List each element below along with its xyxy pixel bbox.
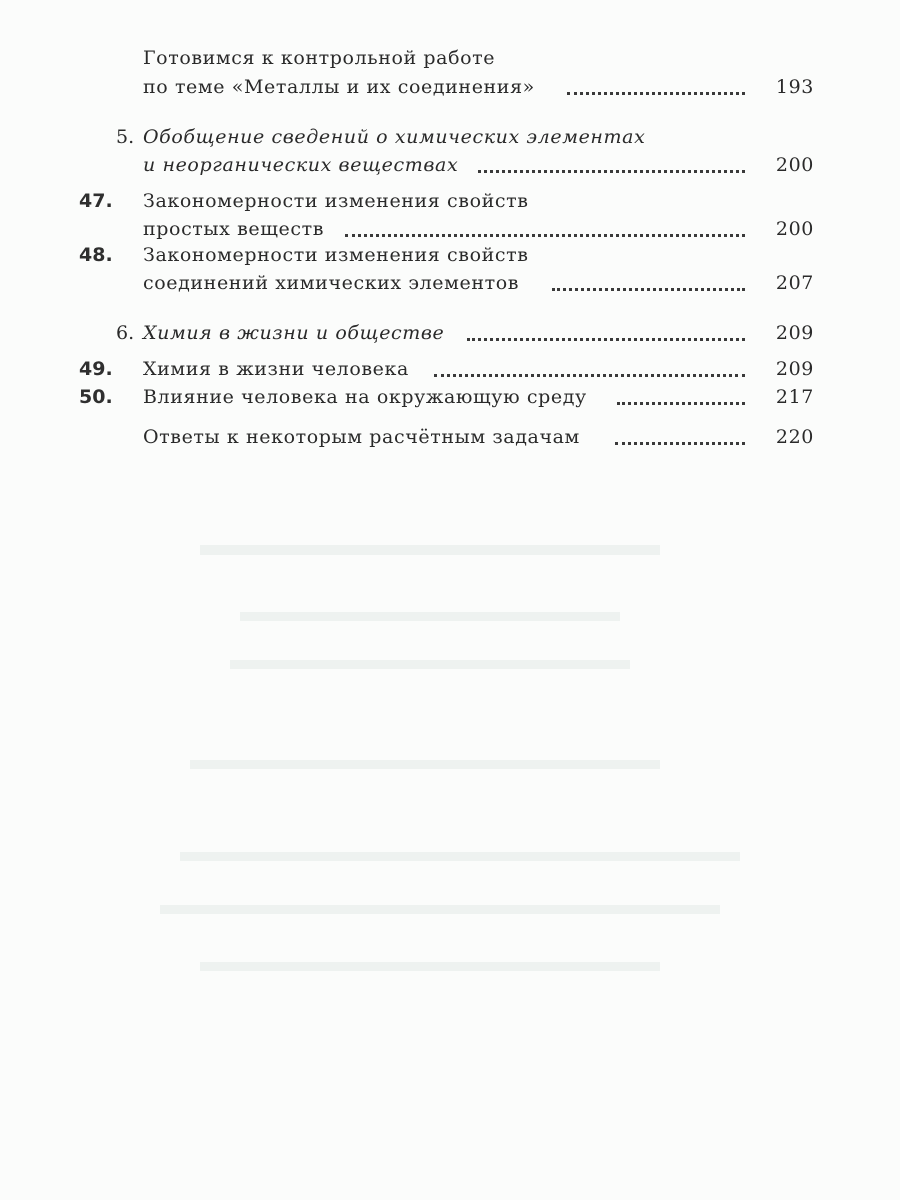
paragraph-50-number: 50. xyxy=(79,386,113,408)
dot-leader xyxy=(552,288,745,291)
paragraph-47-title-line-2: простых веществ xyxy=(143,218,324,240)
dot-leader xyxy=(434,374,745,377)
dot-leader xyxy=(567,92,745,95)
dot-leader xyxy=(467,338,745,341)
chapter-6-page-number: 209 xyxy=(775,322,814,344)
dot-leader xyxy=(617,402,745,405)
chapter-6-number: 6. xyxy=(116,322,135,344)
paragraph-47-page-number: 200 xyxy=(775,218,814,240)
paragraph-49-title: Химия в жизни человека xyxy=(143,358,409,380)
paragraph-50-page-number: 217 xyxy=(775,386,814,408)
chapter-5-title-line-2: и неорганических веществах xyxy=(143,154,459,176)
chapter-5-number: 5. xyxy=(116,126,135,148)
paragraph-48-title-line-2: соединений химических элементов xyxy=(143,272,520,294)
paragraph-48-title-line-1: Закономерности изменения свойств xyxy=(143,244,529,266)
paragraph-47-title-line-1: Закономерности изменения свойств xyxy=(143,190,529,212)
paragraph-50-title: Влияние человека на окружающую среду xyxy=(143,386,587,408)
answers-title: Ответы к некоторым расчётным задачам xyxy=(143,426,580,448)
dot-leader xyxy=(615,442,745,445)
review-line-2: по теме «Металлы и их соединения» xyxy=(143,76,535,98)
chapter-5-title-line-1: Обобщение сведений о химических элементах xyxy=(143,126,646,148)
dot-leader xyxy=(478,170,745,173)
paragraph-48-number: 48. xyxy=(79,244,113,266)
review-line-1: Готовимся к контрольной работе xyxy=(143,47,496,69)
chapter-5-page-number: 200 xyxy=(775,154,814,176)
review-page-number: 193 xyxy=(775,76,814,98)
chapter-6-title: Химия в жизни и обществе xyxy=(143,322,445,344)
paragraph-47-number: 47. xyxy=(79,190,113,212)
paragraph-49-page-number: 209 xyxy=(775,358,814,380)
dot-leader xyxy=(345,234,745,237)
answers-page-number: 220 xyxy=(775,426,814,448)
paragraph-49-number: 49. xyxy=(79,358,113,380)
paragraph-48-page-number: 207 xyxy=(775,272,814,294)
